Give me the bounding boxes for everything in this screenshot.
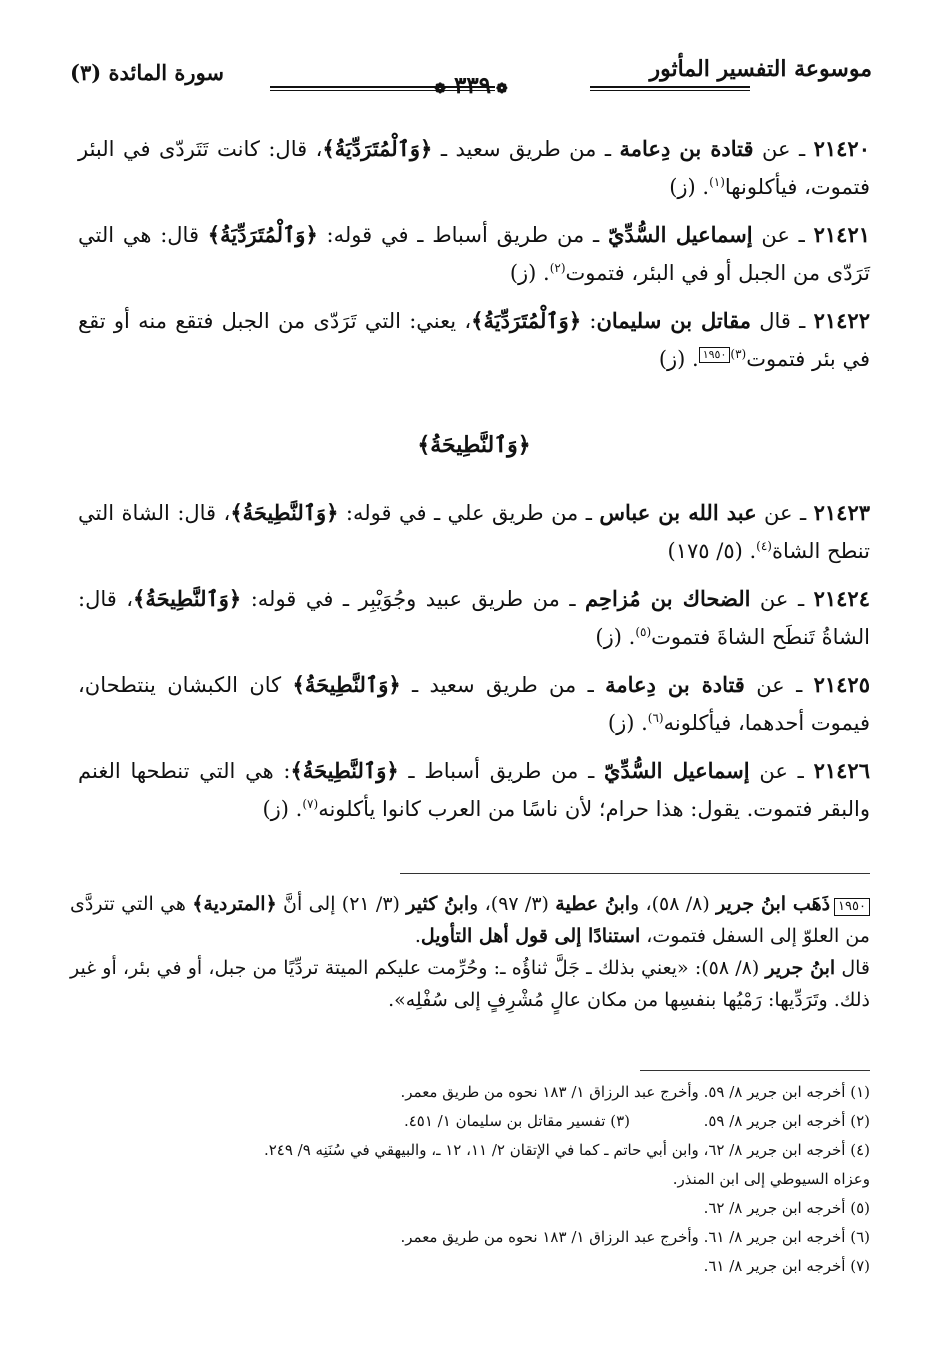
narration-number: ٢١٤٢٥: [813, 672, 870, 697]
commentary-paragraph: [70, 888, 870, 952]
surah-title: سورة المائدة (٣): [70, 60, 225, 85]
quran-phrase: ﴿وَٱلْمُتَرَدِّيَةُ﴾: [322, 136, 433, 161]
text-span: (٨/ ٥٨)، و: [630, 893, 717, 915]
text-span: ، قال: كانت تَتَردّى في البئر فتموت، فيأكلونها: [78, 137, 870, 199]
text-span: ـ عن: [756, 501, 814, 525]
footnote-ref: (١): [709, 175, 725, 189]
narrator-name: قتادة بن دِعامة: [605, 672, 745, 697]
scholar-name: ابنُ كثير: [406, 893, 470, 915]
narrator-name: قتادة بن دِعامة: [619, 136, 754, 161]
narration-paragraph: [78, 752, 870, 828]
text-span: . (ز): [595, 625, 636, 649]
footnote-ref: (٥): [635, 625, 652, 639]
narration-number: ٢١٤٢١: [813, 222, 871, 247]
text-span: ـ من طريق أسباط ـ في قوله:: [317, 223, 608, 247]
narrator-name: إسماعيل السُّدِّيّ: [607, 222, 753, 247]
text-span: ـ من طريق سعيد ـ: [400, 673, 606, 697]
footnotes: [70, 1078, 870, 1281]
narration-paragraph: [78, 580, 870, 656]
footnote: (٧) أخرجه ابن جرير ٨/ ٦١.: [703, 1257, 870, 1275]
text-span: (٣/ ٢١) إلى أنَّ: [276, 893, 407, 915]
book-title: موسوعة التفسير المأثور: [649, 56, 872, 82]
footnote: (٥) أخرجه ابن جرير ٨/ ٦٢.: [703, 1199, 870, 1217]
quran-phrase: ﴿وَٱلنَّطِيحَةُ﴾: [133, 586, 242, 611]
scholar-name: ابنُ عطية: [555, 893, 631, 915]
text-span: . (ز): [669, 175, 710, 199]
text-span: (٨/ ٥٨): «يعني بذلك ـ جَلَّ ثناؤُه ـ: وحُرِّمت عليكم الميتة تردِّيًا من جبل، أو في بئر، أو غير ذلك. وتَرَدِّيها: رَمْيُها بنفسِها من مكان عالٍ مُشْرِفٍ إلى سُفْلِه».: [70, 957, 870, 1011]
page-number-value: ٣٣٩: [454, 72, 492, 99]
narration-paragraph: [78, 216, 870, 292]
text-span: ، يعني: التي تَرَدّى من الجبل فتقع منه أو تقع في بئر فتموت: [78, 309, 870, 371]
ornament-icon: ❁: [491, 81, 508, 97]
scholar-name: ابنُ جرير: [765, 957, 836, 979]
commentary-ref-box[interactable]: ١٩٥٠: [699, 347, 731, 363]
main-text: [78, 130, 870, 838]
page-header: [70, 52, 872, 102]
narrator-name: مقاتل بن سليمان: [596, 308, 751, 333]
emphasis-text: استنادًا إلى قول أهل التأويل: [420, 925, 641, 947]
text-span: . (٥/ ١٧٥): [667, 539, 757, 563]
text-span: ـ قال: [750, 309, 814, 333]
footnote-separator: [640, 1070, 870, 1071]
footnote-continuation: وعزاه السيوطي إلى ابن المنذر.: [672, 1170, 870, 1188]
quran-phrase: ﴿وَٱلْمُتَرَدِّيَةُ﴾: [471, 308, 582, 333]
narration-paragraph: [78, 666, 870, 742]
footnote: (٢) أخرجه ابن جرير ٨/ ٥٩.: [703, 1112, 870, 1130]
text-span: ـ عن: [749, 759, 814, 783]
footnote-ref: (٧): [302, 797, 319, 811]
section-heading: ﴿وَٱلنَّطِيحَةُ﴾: [417, 432, 531, 458]
narration-number: ٢١٤٢٠: [813, 136, 870, 161]
text-span: ـ من طريق علي ـ في قوله:: [338, 501, 600, 525]
footnote: (١) أخرجه ابن جرير ٨/ ٥٩. وأخرج عبد الرزاق ١/ ١٨٣ نحوه من طريق معمر.: [400, 1083, 870, 1101]
scholar-name: ابنُ جرير: [716, 893, 787, 915]
narration-number: ٢١٤٢٦: [813, 758, 870, 783]
text-span: قال: [835, 957, 870, 979]
text-span: . (ز): [262, 797, 303, 821]
text-span: .: [414, 925, 421, 947]
text-span: ـ من طريق عبيد وجُوَيْبِر ـ في قوله:: [241, 587, 585, 611]
footnote-ref: (٤): [756, 539, 772, 553]
text-span: ذَهَب: [786, 893, 831, 915]
text-span: (٣/ ٩٧)، و: [469, 893, 556, 915]
quran-phrase: ﴿وَٱلْمُتَرَدِّيَةُ﴾: [207, 222, 318, 247]
text-span: . (ز): [509, 261, 550, 285]
text-span: هي التي تتردَّى من العلوّ إلى السفل فتموت،: [70, 893, 870, 947]
text-span: ـ عن: [752, 223, 814, 247]
narration-paragraph: [78, 302, 870, 378]
footnote-row: [70, 1107, 870, 1136]
text-span: :: [581, 309, 597, 333]
quran-phrase: ﴿وَٱلنَّطِيحَةُ﴾: [230, 500, 339, 525]
narration-number: ٢١٤٢٢: [813, 308, 870, 333]
footnote: (٦) أخرجه ابن جرير ٨/ ٦١. وأخرج عبد الرزاق ١/ ١٨٣ نحوه من طريق معمر.: [400, 1228, 870, 1246]
narration-number: ٢١٤٢٣: [813, 500, 871, 525]
narration-number: ٢١٤٢٤: [813, 586, 870, 611]
commentary-number-box: ١٩٥٠: [834, 898, 870, 916]
narration-paragraph: [78, 130, 870, 206]
text-span: ـ من طريق أسباط ـ: [398, 759, 605, 783]
footnote: (٤) أخرجه ابن جرير ٨/ ٦٢، وابن أبي حاتم ـ كما في الإتقان ٢/ ١١، ١٢ ـ، والبيهقي في سُنَنِه ٩/ ٢٤٩.: [263, 1141, 870, 1159]
footnote-ref: (٢): [549, 261, 566, 275]
commentary-paragraph: [70, 952, 870, 1016]
editor-commentary: [70, 888, 870, 1016]
quran-phrase: ﴿وَٱلنَّطِيحَةُ﴾: [290, 758, 399, 783]
text-span: كان الكبشان ينتطحان، فيموت أحدهما، فيأكلونه: [78, 673, 870, 735]
narrator-name: الضحاك بن مُزاحِم: [585, 586, 751, 611]
text-span: ـ عن: [753, 137, 814, 161]
header-rule-left: [270, 86, 495, 91]
commentary-separator: [400, 873, 870, 874]
footnote: (٣) تفسير مقاتل بن سليمان ١/ ٤٥١.: [403, 1112, 630, 1130]
footnote-ref: (٣): [730, 347, 747, 361]
text-span: : هي التي تنطحها الغنم والبقر فتموت. يقول: هذا حرام؛ لأن ناسًا من العرب كانوا يأكلونه: [78, 759, 870, 821]
text-span: . (ز): [607, 711, 648, 735]
text-span: . (ز): [658, 347, 699, 371]
narrator-name: إسماعيل السُّدِّيّ: [604, 758, 750, 783]
text-span: ، قال: الشاة التي تنطح الشاة: [78, 501, 870, 563]
text-span: ـ عن: [750, 587, 814, 611]
narration-paragraph: [78, 494, 870, 570]
text-span: قال: هي التي تَرَدّى من الجبل أو في البئر، فتموت: [78, 223, 870, 285]
quran-phrase: ﴿المتردية﴾: [192, 893, 277, 915]
text-span: ـ من طريق سعيد ـ: [432, 137, 620, 161]
text-span: ـ عن: [744, 673, 814, 697]
ornament-icon: ❁: [434, 81, 447, 97]
quran-phrase: ﴿وَٱلنَّطِيحَةُ﴾: [292, 672, 401, 697]
text-span: ، قال: الشاةُ تَنطَح الشاةَ فتموت: [78, 587, 870, 649]
footnote-ref: (٦): [647, 711, 664, 725]
narrator-name: عبد الله بن عباس: [599, 500, 757, 525]
